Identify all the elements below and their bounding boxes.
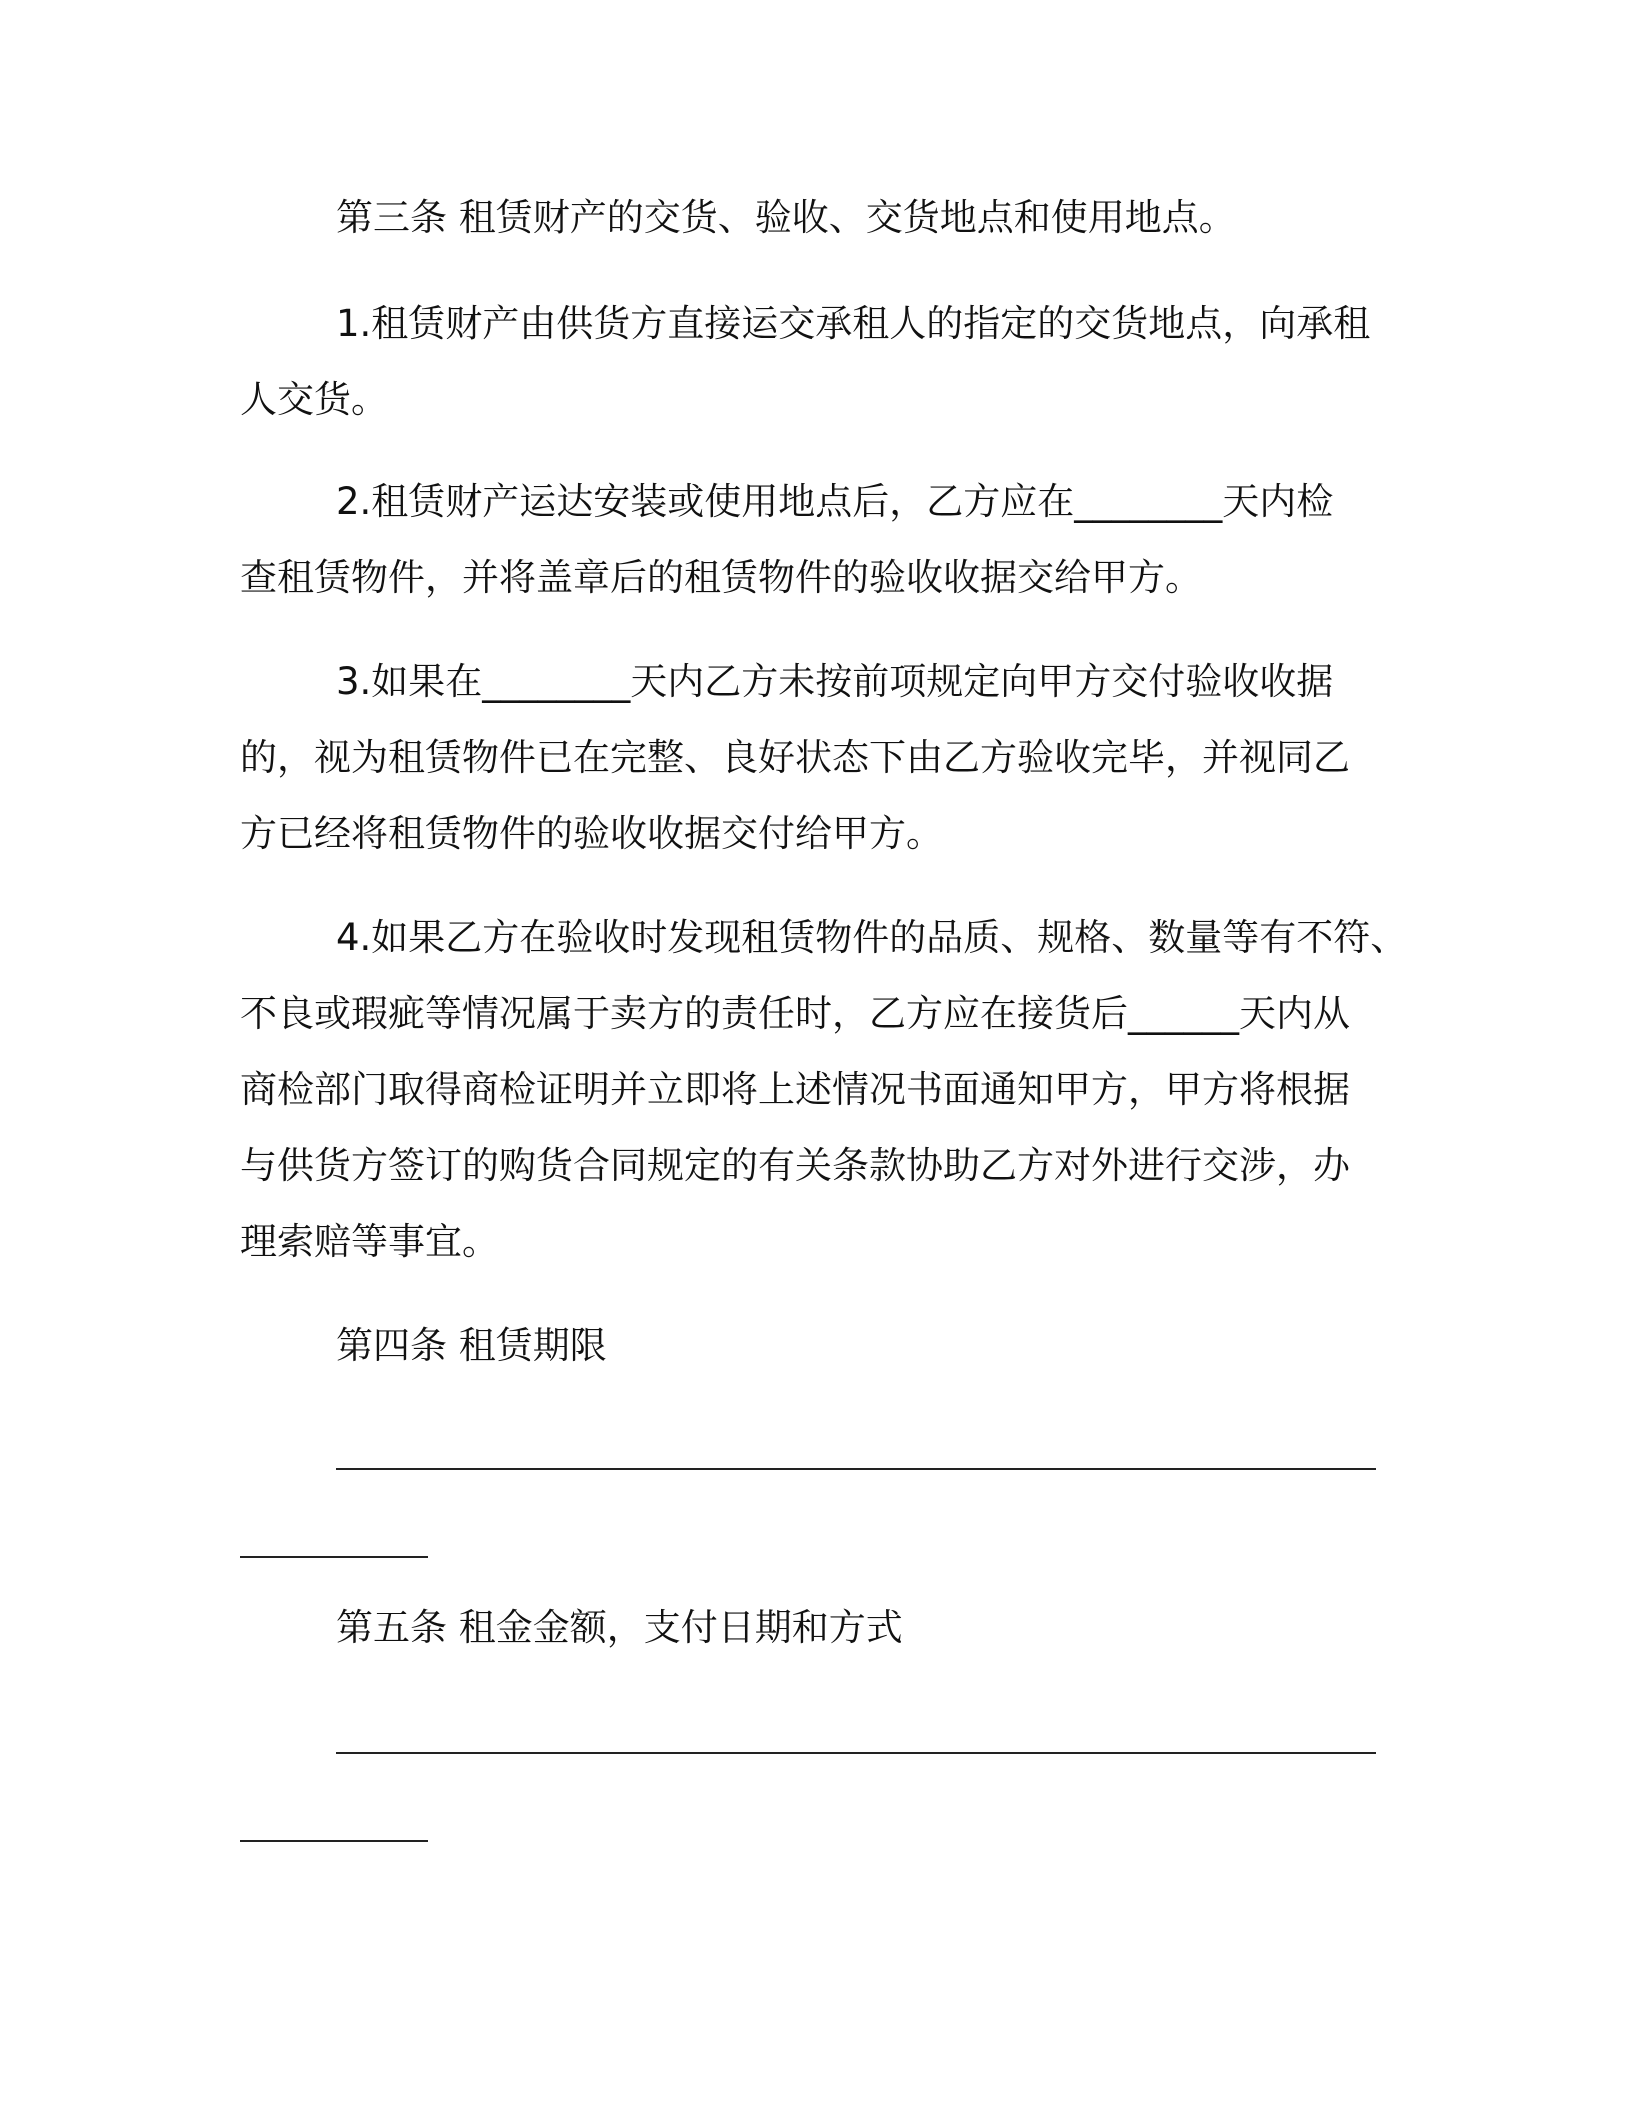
clause-3-line-1: 3.如果在________天内乙方未按前项规定向甲方交付验收收据 bbox=[336, 660, 1334, 703]
article-4-heading: 第四条 租赁期限 bbox=[336, 1324, 607, 1367]
clause-4-line-3: 商检部门取得商检证明并立即将上述情况书面通知甲方，甲方将根据 bbox=[240, 1068, 1350, 1111]
article-3-heading: 第三条 租赁财产的交货、验收、交货地点和使用地点。 bbox=[336, 196, 1236, 239]
clause-3-line-2: 的，视为租赁物件已在完整、良好状态下由乙方验收完毕，并视同乙 bbox=[240, 736, 1350, 779]
article-4-blank-line-2 bbox=[240, 1556, 428, 1558]
clause-4-line-5: 理索赔等事宜。 bbox=[240, 1220, 499, 1263]
clause-3-line-3: 方已经将租赁物件的验收收据交付给甲方。 bbox=[240, 812, 943, 855]
clause-1-line-2: 人交货。 bbox=[240, 378, 388, 421]
clause-4-line-1: 4.如果乙方在验收时发现租赁物件的品质、规格、数量等有不符、 bbox=[336, 916, 1408, 959]
clause-1-line-1: 1.租赁财产由供货方直接运交承租人的指定的交货地点，向承租 bbox=[336, 302, 1371, 345]
clause-4-line-2: 不良或瑕疵等情况属于卖方的责任时，乙方应在接货后______天内从 bbox=[240, 992, 1350, 1035]
clause-2-line-1: 2.租赁财产运达安装或使用地点后，乙方应在________天内检 bbox=[336, 480, 1334, 523]
clause-2-line-2: 查租赁物件，并将盖章后的租赁物件的验收收据交给甲方。 bbox=[240, 556, 1202, 599]
article-5-blank-line-1 bbox=[336, 1752, 1376, 1754]
article-5-heading: 第五条 租金金额，支付日期和方式 bbox=[336, 1606, 903, 1649]
article-4-blank-line-1 bbox=[336, 1468, 1376, 1470]
article-5-blank-line-2 bbox=[240, 1840, 428, 1842]
clause-4-line-4: 与供货方签订的购货合同规定的有关条款协助乙方对外进行交涉，办 bbox=[240, 1144, 1350, 1187]
